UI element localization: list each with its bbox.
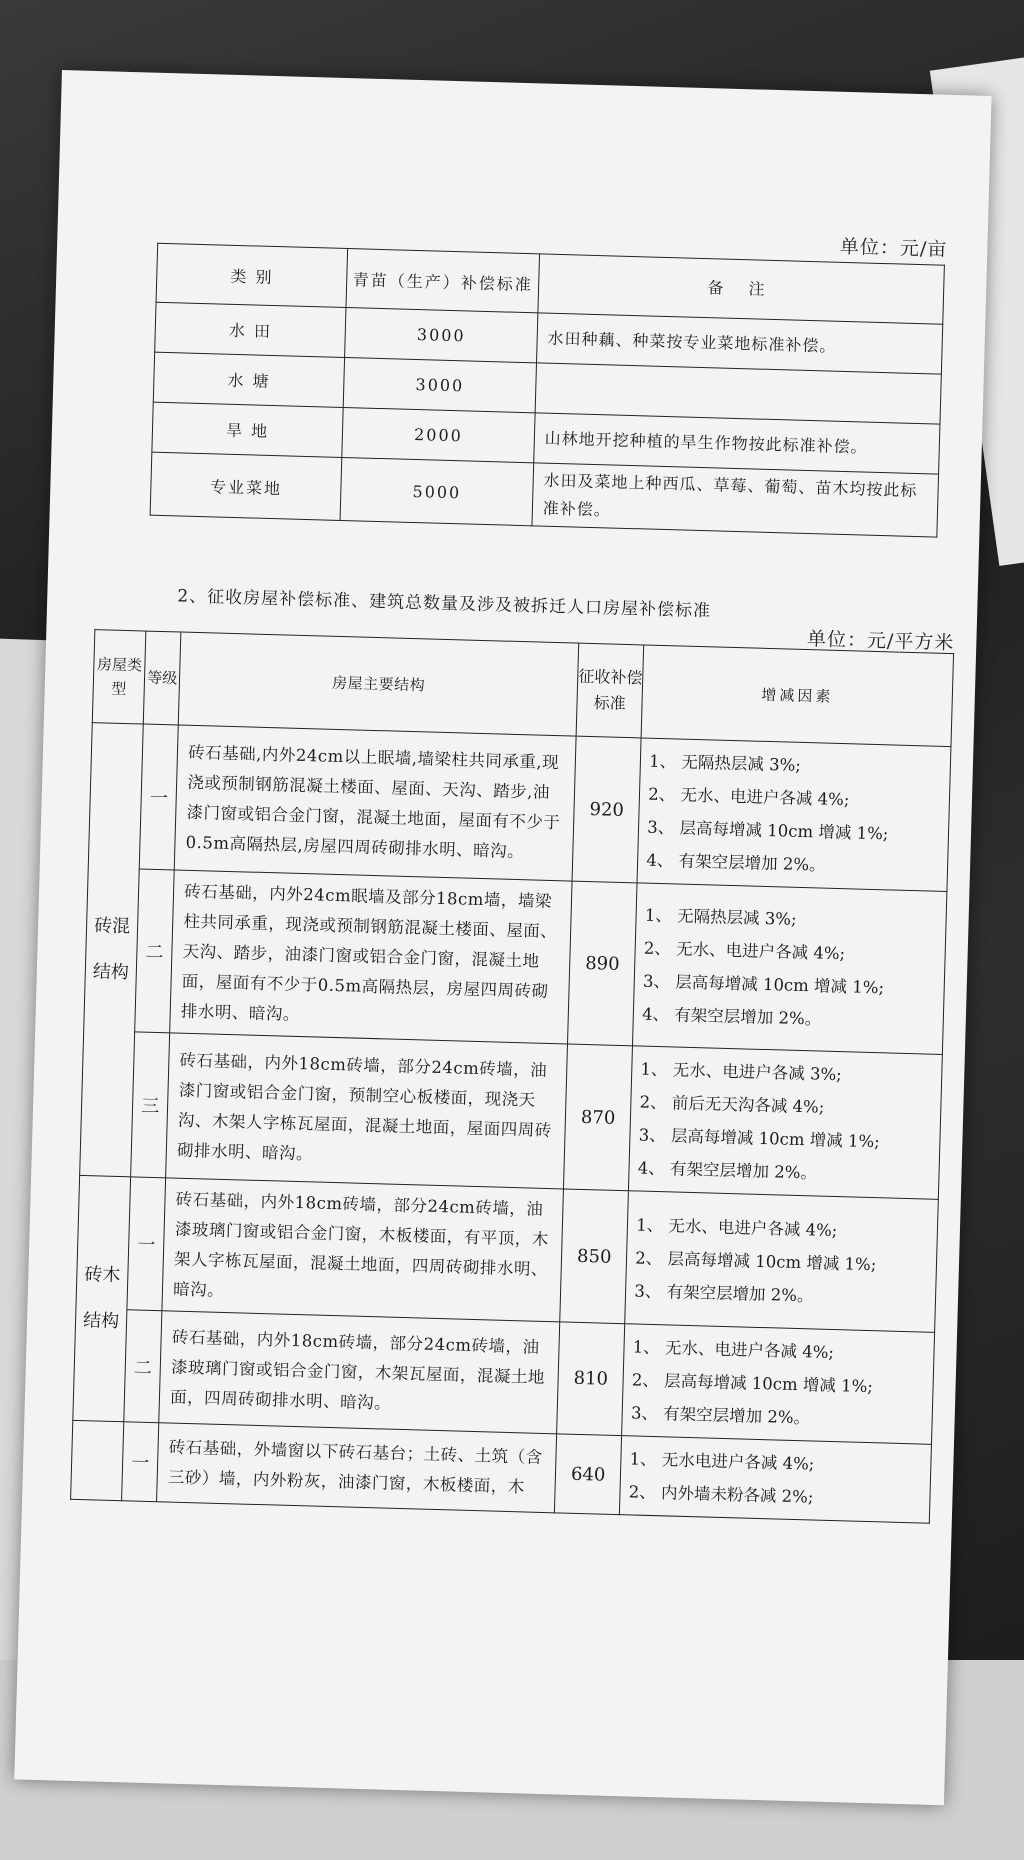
header-price: 征收补偿标准 bbox=[576, 643, 644, 738]
cell-category: 水 田 bbox=[155, 302, 347, 357]
cell-grade: 二 bbox=[135, 869, 175, 1033]
cell-factors bbox=[620, 1436, 932, 1524]
factor-item: 4、 有架空层增加 2%。 bbox=[641, 1004, 822, 1029]
table-row bbox=[76, 1175, 938, 1332]
table-row bbox=[80, 1030, 943, 1199]
cell-structure: 砖石基础，内外18cm砖墙，部分24cm砖墙，油漆玻璃门窗或铝合金门窗，木架瓦屋面，混凝土地面，四周砖砌排水明、暗沟。 bbox=[159, 1311, 560, 1434]
header-note: 备 注 bbox=[538, 254, 945, 324]
factor-item: 3、 有架空层增加 2%。 bbox=[634, 1280, 814, 1305]
cell-structure: 砖石基础,内外24cm以上眠墙,墙梁柱共同承重,现浇或预制钢筋混凝土楼面、屋面、天沟、踏步,油漆门窗或铝合金门窗，混凝土地面，屋面有不少于0.5m高隔热层,房屋四周砖砌排水明、暗沟。 bbox=[174, 725, 576, 881]
factor-item: 4、 有架空层增加 2%。 bbox=[637, 1158, 818, 1183]
cell-category: 专业菜地 bbox=[150, 452, 342, 520]
cell-house-type bbox=[71, 1420, 124, 1500]
factor-item: 1、 无水电进户各减 4%; bbox=[629, 1449, 815, 1474]
header-standard: 青苗（生产）补偿标准 bbox=[346, 249, 539, 313]
factor-item: 2、 层高每增减 10cm 增减 1%; bbox=[635, 1247, 877, 1274]
table-row bbox=[88, 723, 951, 892]
factor-item: 3、 层高每增减 10cm 增减 1%; bbox=[638, 1125, 881, 1152]
cell-note: 水田及菜地上种西瓜、草莓、葡萄、苗木均按此标准补偿。 bbox=[532, 463, 939, 537]
cell-price: 870 bbox=[564, 1044, 633, 1191]
cell-standard: 2000 bbox=[342, 407, 535, 462]
header-type: 房屋类型 bbox=[92, 630, 146, 724]
cell-price: 850 bbox=[560, 1189, 629, 1324]
factor-item: 2、 无水、电进户各减 4%; bbox=[647, 784, 850, 810]
factor-item: 2、 层高每增减 10cm 增减 1%; bbox=[631, 1370, 874, 1397]
factor-item: 3、 层高每增减 10cm 增减 1%; bbox=[647, 817, 889, 844]
crop-compensation-table bbox=[150, 243, 945, 538]
factor-item: 4、 有架空层增加 2%。 bbox=[646, 850, 826, 875]
cell-note: 水田种藕、种菜按专业菜地标准补偿。 bbox=[536, 313, 942, 374]
header-structure: 房屋主要结构 bbox=[178, 632, 578, 736]
house-compensation-table bbox=[70, 629, 954, 1524]
cell-house-type: 砖混结构 bbox=[80, 723, 144, 1177]
cell-factors bbox=[637, 738, 951, 892]
factor-item: 3、 层高每增减 10cm 增减 1%; bbox=[642, 971, 885, 998]
cell-price: 920 bbox=[572, 736, 641, 883]
factor-item: 1、 无隔热层减 3%; bbox=[648, 751, 802, 775]
cell-grade: 二 bbox=[124, 1310, 162, 1423]
factor-item: 2、 内外墙未粉各减 2%; bbox=[628, 1482, 814, 1507]
cell-standard: 5000 bbox=[340, 457, 533, 525]
factor-item: 3、 有架空层增加 2%。 bbox=[630, 1403, 811, 1428]
cell-grade: 一 bbox=[127, 1177, 166, 1311]
cell-structure: 砖石基础，外墙窗以下砖石基台；土砖、土筑（含三砂）墙，内外粉灰，油漆门窗，木板楼面，木 bbox=[157, 1423, 557, 1513]
cell-price: 640 bbox=[555, 1434, 622, 1515]
cell-factors bbox=[633, 883, 947, 1055]
table-row bbox=[84, 868, 947, 1055]
factor-item: 1、 无水、电进户各减 3%; bbox=[640, 1059, 843, 1085]
cell-factors bbox=[625, 1191, 938, 1333]
header-category: 类 别 bbox=[156, 243, 348, 307]
factor-item: 2、 无水、电进户各减 4%; bbox=[643, 938, 846, 964]
factor-item: 1、 无水、电进户各减 4%; bbox=[635, 1214, 838, 1240]
cell-price: 810 bbox=[557, 1322, 625, 1436]
cell-standard: 3000 bbox=[343, 358, 536, 413]
cell-category: 水 塘 bbox=[153, 352, 345, 407]
factor-item: 1、 无水、电进户各减 4%; bbox=[632, 1337, 835, 1363]
table2-unit: 单位：元/平方米 bbox=[806, 628, 955, 655]
header-factors: 增减因素 bbox=[641, 645, 953, 747]
cell-grade: 三 bbox=[131, 1032, 170, 1178]
cell-grade: 一 bbox=[139, 724, 178, 870]
cell-structure: 砖石基础，内外18cm砖墙，部分24cm砖墙，油漆玻璃门窗或铝合金门窗，木板楼面，有平顶，木架人字栋瓦屋面，混凝土地面，四周砖砌排水明、暗沟。 bbox=[162, 1178, 563, 1322]
cell-note: 山林地开挖种植的旱生作物按此标准补偿。 bbox=[534, 413, 940, 474]
cell-grade: 一 bbox=[122, 1422, 159, 1502]
cell-factors bbox=[629, 1046, 943, 1200]
cell-structure: 砖石基础，内外18cm砖墙，部分24cm砖墙，油漆门窗或铝合金门窗，预制空心板楼面，现浇天沟、木架人字栋瓦屋面，混凝土地面，屋面四周砖砌排水明、暗沟。 bbox=[166, 1033, 568, 1189]
cell-structure: 砖石基础，内外24cm眠墙及部分18cm墙，墙梁柱共同承重，现浇或预制钢筋混凝土楼面、屋面、天沟、踏步，油漆门窗或铝合金门窗，混凝土地面，屋面有不少于0.5m高隔热层，房屋四周砖砌排水明、暗沟。 bbox=[170, 870, 572, 1044]
cell-factors bbox=[622, 1324, 935, 1445]
table1-unit: 单位：元/亩 bbox=[839, 235, 948, 261]
cell-house-type: 砖木结构 bbox=[73, 1175, 131, 1421]
factor-item: 1、 无隔热层减 3%; bbox=[644, 905, 797, 929]
factor-item: 2、 前后无天沟各减 4%; bbox=[639, 1092, 825, 1117]
cell-price: 890 bbox=[568, 881, 638, 1046]
cell-standard: 3000 bbox=[345, 308, 538, 363]
document-page bbox=[14, 70, 991, 1805]
cell-category: 旱 地 bbox=[152, 402, 344, 457]
section-title: 2、征收房屋补偿标准、建筑总数量及涉及被拆迁人口房屋补偿标准 bbox=[177, 586, 712, 622]
header-grade: 等级 bbox=[143, 631, 181, 725]
